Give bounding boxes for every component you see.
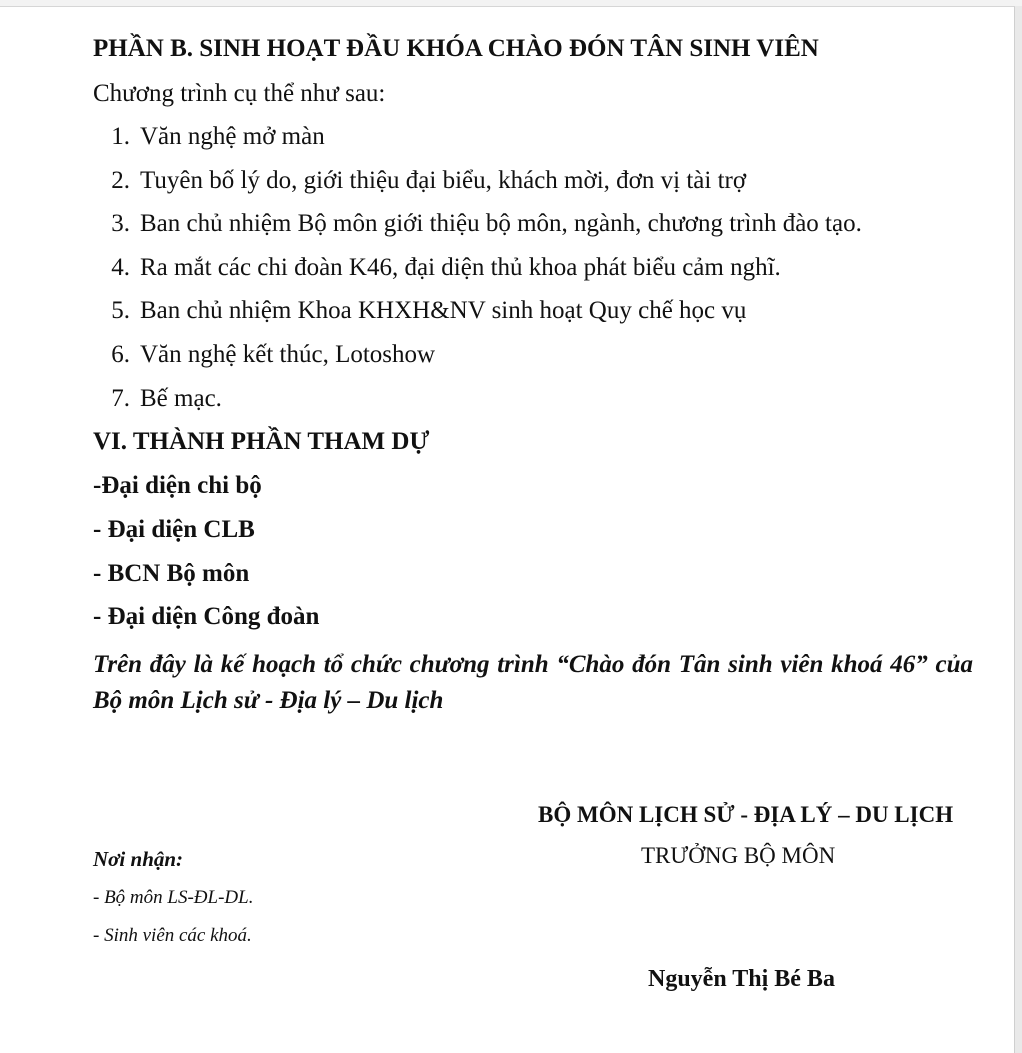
list-item-text: Ra mắt các chi đoàn K46, đại diện thủ khoa phát biểu cảm nghĩ. bbox=[140, 254, 781, 281]
participant-item: - BCN Bộ môn bbox=[93, 560, 250, 587]
list-item bbox=[90, 341, 435, 369]
list-item-text: Ban chủ nhiệm Bộ môn giới thiệu bộ môn, ngành, chương trình đào tạo. bbox=[140, 210, 862, 237]
list-item-number: 6. bbox=[111, 341, 130, 368]
list-item bbox=[90, 297, 746, 325]
section-b-title: PHẦN B. SINH HOẠT ĐẦU KHÓA CHÀO ĐÓN TÂN SINH VIÊN bbox=[93, 35, 819, 62]
participant-item: - Đại diện Công đoàn bbox=[93, 603, 320, 630]
closing-statement: Trên đây là kế hoạch tổ chức chương trình “Chào đón Tân sinh viên khoá 46” của Bộ môn Lịch sử - Địa lý – Du lịch bbox=[93, 651, 973, 714]
list-item bbox=[90, 254, 781, 282]
list-item-text: Văn nghệ mở màn bbox=[140, 123, 325, 150]
section-vi-title: VI. THÀNH PHẦN THAM DỰ bbox=[93, 428, 430, 455]
list-item bbox=[90, 210, 862, 238]
list-item-text: Bế mạc. bbox=[140, 385, 222, 412]
signature-org: BỘ MÔN LỊCH SỬ - ĐỊA LÝ – DU LỊCH bbox=[538, 802, 954, 827]
list-item bbox=[90, 123, 325, 151]
list-item-number: 1. bbox=[111, 123, 130, 150]
recipients-label: Nơi nhận: bbox=[93, 847, 184, 871]
signer-name: Nguyễn Thị Bé Ba bbox=[648, 966, 835, 992]
list-item-number: 7. bbox=[111, 385, 130, 412]
document-page bbox=[0, 6, 1015, 1053]
participant-item: -Đại diện chi bộ bbox=[93, 472, 262, 499]
list-item bbox=[90, 167, 746, 195]
list-item-text: Văn nghệ kết thúc, Lotoshow bbox=[140, 341, 436, 368]
recipient-item: - Bộ môn LS-ĐL-DL. bbox=[93, 887, 254, 908]
list-item bbox=[90, 385, 222, 413]
program-intro: Chương trình cụ thể như sau: bbox=[93, 80, 386, 107]
recipient-item: - Sinh viên các khoá. bbox=[93, 925, 252, 946]
list-item-text: Tuyên bố lý do, giới thiệu đại biểu, khách mời, đơn vị tài trợ bbox=[140, 167, 747, 194]
list-item-text: Ban chủ nhiệm Khoa KHXH&NV sinh hoạt Quy chế học vụ bbox=[140, 297, 747, 324]
list-item-number: 4. bbox=[111, 254, 130, 281]
list-item-number: 2. bbox=[111, 167, 130, 194]
signature-role: TRƯỞNG BỘ MÔN bbox=[641, 843, 836, 868]
list-item-number: 3. bbox=[111, 210, 130, 237]
list-item-number: 5. bbox=[111, 297, 130, 324]
participant-item: - Đại diện CLB bbox=[93, 516, 255, 543]
